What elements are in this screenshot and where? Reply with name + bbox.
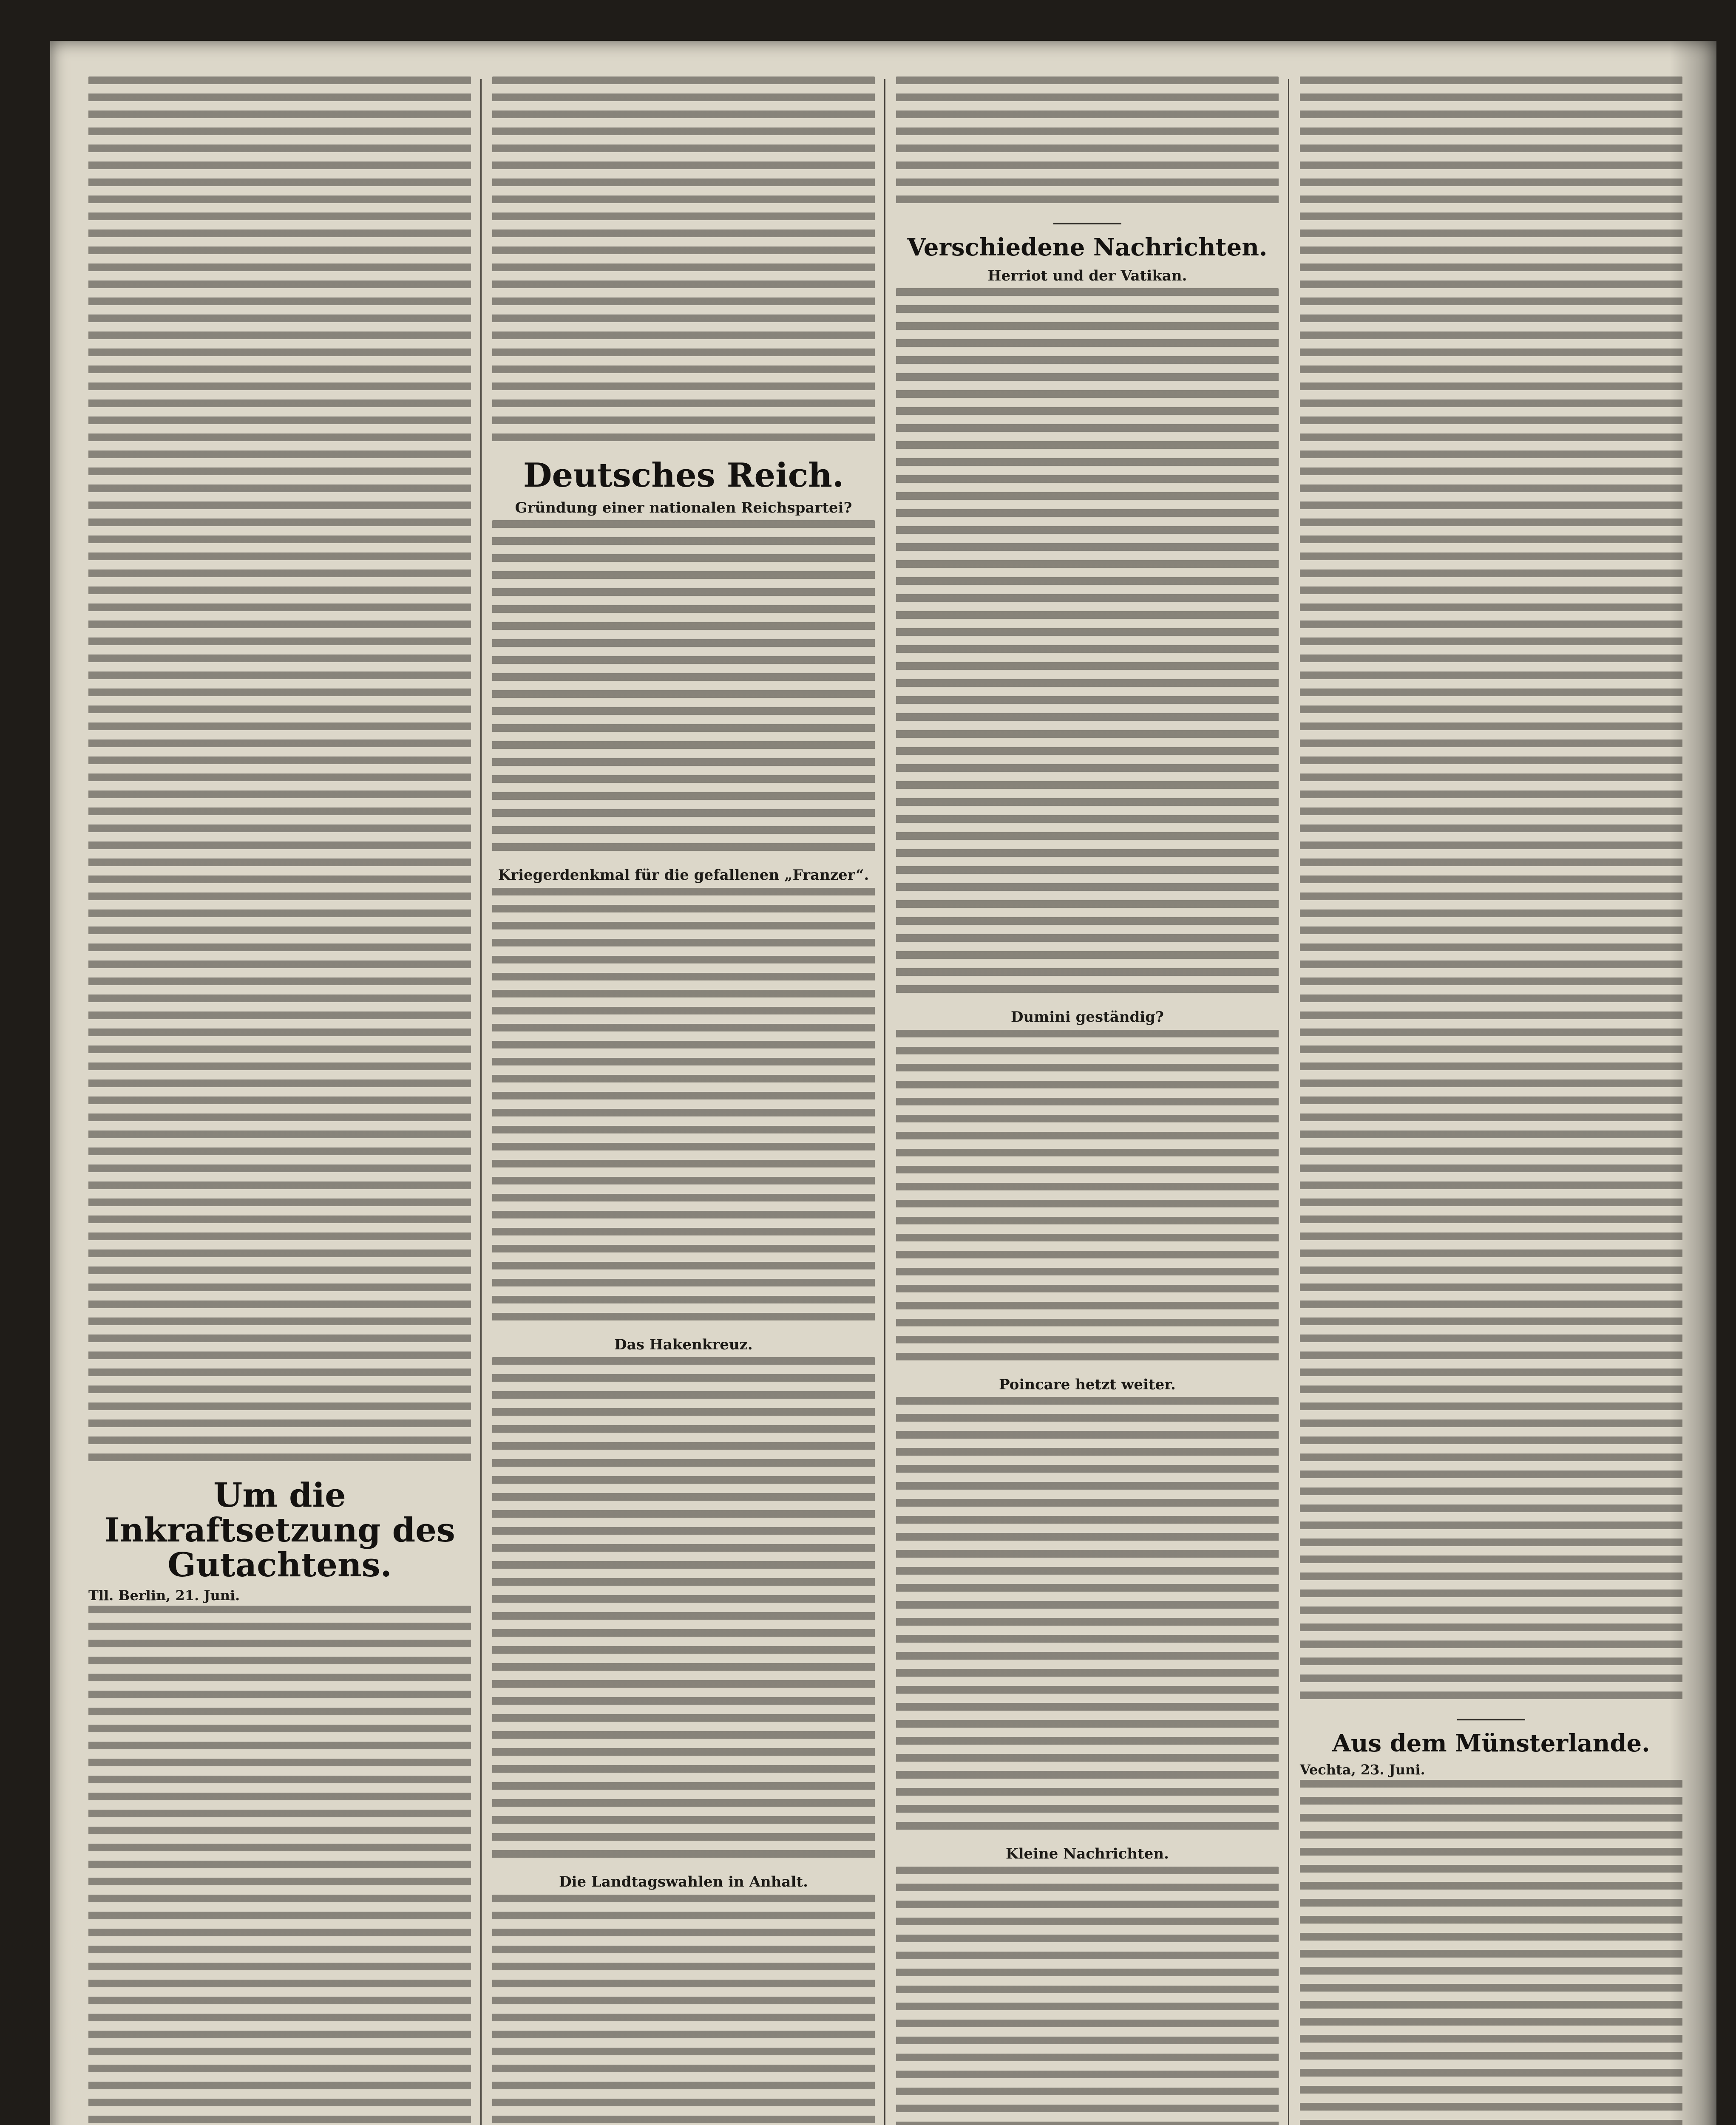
column-3 bbox=[896, 76, 1279, 2125]
article-text bbox=[492, 76, 875, 450]
article-text bbox=[492, 520, 875, 860]
text-lines bbox=[492, 76, 875, 450]
article-headline: Das Hakenkreuz. bbox=[614, 1336, 753, 1353]
column-1 bbox=[88, 76, 471, 2125]
article-text bbox=[896, 1867, 1279, 2125]
section-divider bbox=[1053, 223, 1121, 224]
text-lines bbox=[1300, 1780, 1682, 2125]
dateline: Tll. Berlin, 21. Juni. bbox=[88, 1587, 240, 1604]
text-lines bbox=[88, 76, 471, 1470]
article-text bbox=[896, 76, 1279, 212]
article-headline: Kriegerdenkmal für die gefallenen „Franzer“. bbox=[498, 867, 869, 884]
text-lines bbox=[896, 1397, 1279, 1839]
article-headline: Kleine Nachrichten. bbox=[1006, 1845, 1169, 1863]
article-text bbox=[492, 1895, 875, 2125]
newspaper-page bbox=[50, 41, 1716, 2125]
article-text bbox=[492, 888, 875, 1330]
section-headline: Um die Inkraftsetzung des Gutachtens. bbox=[104, 1476, 455, 1584]
text-lines bbox=[492, 1357, 875, 1867]
column-2 bbox=[492, 76, 875, 2125]
article-headline: Herriot und der Vatikan. bbox=[987, 267, 1187, 284]
text-lines bbox=[492, 888, 875, 1330]
column-rule bbox=[1288, 79, 1289, 2125]
column-rule bbox=[884, 79, 885, 2125]
section-headline: Aus dem Münsterlande. bbox=[1332, 1729, 1650, 1757]
article-headline: Die Landtagswahlen in Anhalt. bbox=[559, 1873, 808, 1891]
text-lines bbox=[896, 1867, 1279, 2125]
text-lines bbox=[896, 76, 1279, 212]
article-text bbox=[88, 1606, 471, 2125]
article-text bbox=[1300, 76, 1682, 1708]
text-lines bbox=[896, 1030, 1279, 1370]
article-text bbox=[896, 288, 1279, 1002]
article-text bbox=[1300, 1780, 1682, 2125]
article-text bbox=[896, 1397, 1279, 1839]
text-lines bbox=[492, 520, 875, 860]
column-4 bbox=[1300, 76, 1682, 2125]
section-headline: Verschiedene Nachrichten. bbox=[907, 233, 1268, 261]
text-lines bbox=[492, 1895, 875, 2125]
article-headline: Dumini geständig? bbox=[1011, 1009, 1164, 1026]
dateline: Vechta, 23. Juni. bbox=[1300, 1761, 1425, 1778]
article-headline: Gründung einer nationalen Reichspartei? bbox=[515, 499, 852, 516]
article-text bbox=[88, 76, 471, 1470]
column-rule bbox=[480, 79, 482, 2125]
section-headline: Deutsches Reich. bbox=[523, 456, 844, 495]
section-divider bbox=[1457, 1719, 1525, 1720]
text-lines bbox=[896, 288, 1279, 1002]
article-headline: Poincare hetzt weiter. bbox=[999, 1376, 1176, 1393]
text-lines bbox=[88, 1606, 471, 2125]
article-text bbox=[492, 1357, 875, 1867]
article-text bbox=[896, 1030, 1279, 1370]
text-lines bbox=[1300, 76, 1682, 1708]
